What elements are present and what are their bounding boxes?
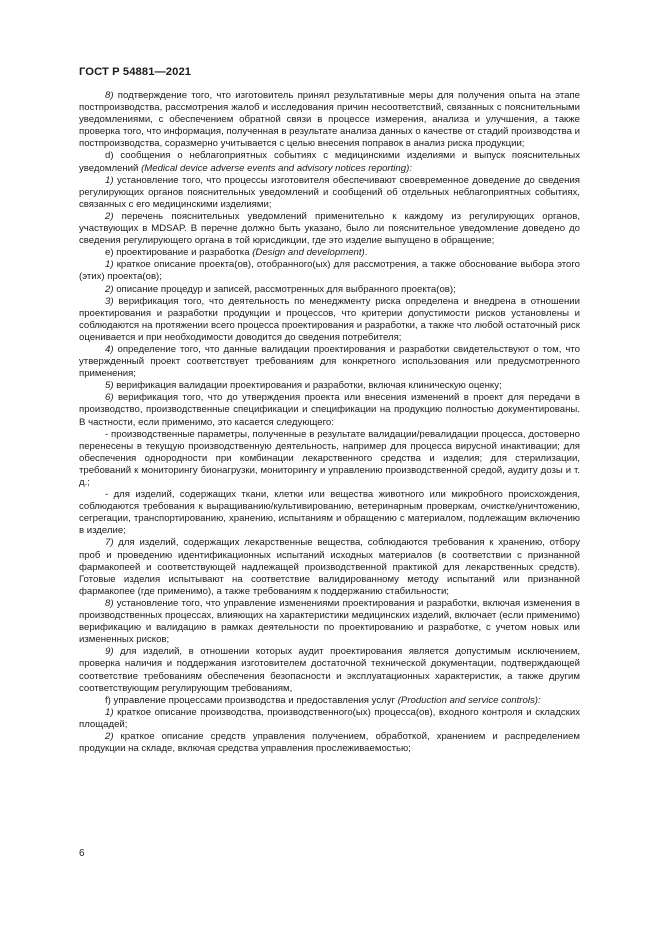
item-number: 1) [105,174,114,186]
paragraph [79,211,580,247]
standard-header: ГОСТ Р 54881—2021 [79,66,192,78]
paragraph-text: f) управление процессами производства и предоставления услуг [105,694,398,706]
item-number: 1) [105,259,114,271]
english-term: (Medical device adverse events and advisory notices reporting): [141,162,412,174]
paragraph [79,247,580,259]
paragraph [79,296,580,344]
paragraph [79,537,580,597]
item-number: 1) [105,706,114,718]
paragraph-text: - для изделий, содержащих ткани, клетки или вещества животного или микробного происхождения, соблюдаются требования к выращиванию/культивированию, ветеринарным проверкам, очистке/уничтожению, сегрегации, транспортированию, хранению, испытаниям и обращению с материалом, подлежащим включению в изделие; [79,489,580,537]
paragraph [79,489,580,537]
paragraph [79,380,580,392]
english-term: (Production and service controls): [397,694,541,706]
paragraph-text: d) сообщения о неблагоприятных событиях с медицинскими изделиями и выпуск пояснительных уведомлений [79,150,580,174]
paragraph [79,598,580,646]
paragraph [79,392,580,428]
english-term: (Design and development) [252,247,365,259]
paragraph-text: определение того, что данные валидации проектирования и разработки свидетельствуют о том, что утвержденный проект соответствует требованиям для конкретного использования или предусмотренного применения; [79,343,580,380]
paragraph-tail: . [364,247,368,259]
paragraph-text: установление того, что управление изменениями проектирования и разработки, включая изменения в производственных процессах, влияющих на характеристики медицинских изделий, включает (если применимо) верификацию и валидацию в рамках деятельности по проектированию и разработке, с учетом новых или измененных рисков; [79,597,580,646]
item-number: 5) [105,380,114,392]
paragraph [79,731,580,755]
paragraph-text: верификация того, что до утверждения проекта или внесения изменений в проект для передачи в производство, производственные спецификации и спецификации на продукцию полностью документированы. В частности, если применимо, это касается следующего: [79,392,580,428]
item-number: 3) [105,295,114,307]
paragraph-text: - производственные параметры, полученные в результате валидации/ревалидации процесса, достоверно перенесены в текущую производственную деятельность, например для процесса вирусной инактивации; для обеспечения однородности при комбинации лекарственного средства и изделия; для стерилизации, требований к мониторингу бионагрузки, мониторингу и управлению производственной средой, аудиту дозы и т. д.; [79,428,580,488]
item-number: 4) [105,343,114,355]
paragraph [79,344,580,380]
paragraph [79,707,580,731]
paragraph [79,646,580,694]
paragraph [79,695,580,707]
paragraph-text: для изделий, в отношении которых аудит проектирования является допустимым исключением, проверка наличия и поддержания изготовителем достаточной технической документации, подтверждающей соответствие требованиям обеспечения безопасности и эксплуатационных характеристик, а также другим соответствующим регулирующим требованиям, [79,646,580,694]
paragraph-text: подтверждение того, что изготовитель принял результативные меры для получения опыта на этапе постпроизводства, рассмотрения жалоб и исследования причин несоответствий, связанных с пояснительными уведомлениями, с обеспечением обратной связи в процессе измерения, анализа и улучшения, а также проверка того, что информация, полученная в результате анализа данных о качестве от стадий производства и постпроизводства, соразмерно учитывается с целью внесения поправок в анализ риска продукции; [79,90,580,150]
paragraph-text: краткое описание проекта(ов), отобранного(ых) для рассмотрения, а также обоснование выбора этого (этих) проекта(ов); [79,259,580,283]
item-number: 8) [105,597,114,609]
paragraph-text: e) проектирование и разработка [105,247,253,259]
page-number: 6 [79,848,85,859]
paragraph [79,175,580,211]
paragraph [79,284,580,296]
document-body [79,90,580,755]
item-number: 2) [105,730,114,742]
paragraph-text: установление того, что процессы изготовителя обеспечивают своевременное доведение до сведения регулирующих органов пояснительных уведомлений и сообщений об отдельных неблагоприятных событиях, связанных с его медицинскими изделиями; [79,174,580,210]
paragraph [79,429,580,489]
paragraph-text: краткое описание средств управления получением, обработкой, хранением и распределением продукции на складе, включая средства управления прослеживаемостью; [79,730,580,755]
paragraph [79,259,580,283]
paragraph [79,90,580,150]
paragraph-text: для изделий, содержащих лекарственные вещества, соблюдаются требования к хранению, отбору проб и проведению идентификационных испытаний исходных материалов (в соответствии с признанной фармакопеей и соответствующей надлежащей производственной практикой для лекарственных средств). Готовые изделия испытывают на соответствие валидированному методу испытаний или признанной фармакопее (где применимо), а также требованиям к поддержанию стабильности; [79,537,580,597]
paragraph [79,150,580,174]
item-number: 6) [105,392,114,404]
paragraph-text: перечень пояснительных уведомлений применительно к каждому из регулирующих органов, участвующих в MDSAP. В перечне должно быть указано, было ли пояснительное уведомление доведено до сведения регулирующего органа в той юрисдикции, где это изделие выпущено в обращение; [79,210,580,247]
item-number: 9) [105,646,114,658]
item-number: 7) [105,537,114,549]
paragraph-text: верификация валидации проектирования и разработки, включая клиническую оценку; [113,380,502,392]
item-number: 2) [105,210,114,222]
paragraph-text: описание процедур и записей, рассмотренных для выбранного проекта(ов); [113,283,456,295]
item-number: 8) [105,90,114,101]
paragraph-text: верификация того, что деятельность по менеджменту риска определена и внедрена в отношении проектирования и разработки продукции и процессов, что критерии допустимости рисков установлены и соблюдаются на протяжении всего процесса проектирования и разработки, а также что любой остаточный риск оценивается и при необходимости доводится до сведения потребителя; [79,295,580,343]
paragraph-text: краткое описание производства, производственного(ых) процесса(ов), входного контроля и складских площадей; [79,706,580,730]
item-number: 2) [105,283,114,295]
